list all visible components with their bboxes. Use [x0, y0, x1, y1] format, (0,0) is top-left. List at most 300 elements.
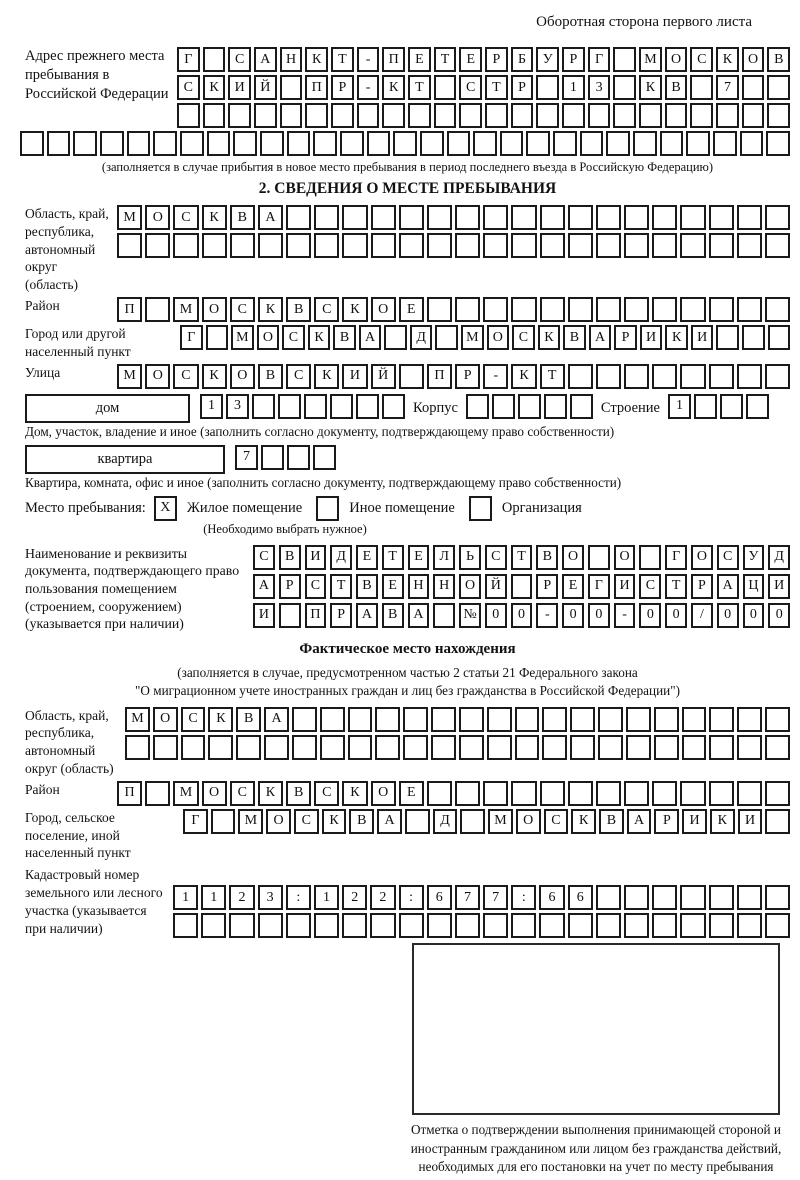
char-cell[interactable]: [236, 735, 261, 760]
char-cell[interactable]: [254, 103, 277, 128]
char-cell[interactable]: К: [305, 47, 328, 72]
char-cell[interactable]: Е: [562, 574, 584, 599]
char-cell[interactable]: [606, 131, 630, 156]
char-cell[interactable]: 0: [717, 603, 739, 628]
char-cell[interactable]: О: [202, 781, 227, 806]
char-cell[interactable]: -: [357, 47, 380, 72]
char-cell[interactable]: 0: [485, 603, 507, 628]
char-cell[interactable]: [487, 735, 512, 760]
char-cell[interactable]: [680, 364, 705, 389]
char-cell[interactable]: [367, 131, 391, 156]
char-cell[interactable]: [709, 297, 734, 322]
char-cell[interactable]: О: [459, 574, 481, 599]
char-cell[interactable]: [405, 809, 430, 834]
char-cell[interactable]: И: [342, 364, 367, 389]
char-cell[interactable]: [304, 394, 327, 419]
char-cell[interactable]: В: [286, 781, 311, 806]
char-cell[interactable]: М: [125, 707, 150, 732]
char-cell[interactable]: 6: [568, 885, 593, 910]
char-cell[interactable]: С: [181, 707, 206, 732]
char-cell[interactable]: [292, 735, 317, 760]
char-cell[interactable]: :: [511, 885, 536, 910]
char-cell[interactable]: [709, 913, 734, 938]
char-cell[interactable]: К: [342, 781, 367, 806]
char-cell[interactable]: [765, 297, 790, 322]
char-cell[interactable]: И: [614, 574, 636, 599]
char-cell[interactable]: О: [371, 781, 396, 806]
char-cell[interactable]: [370, 913, 395, 938]
char-cell[interactable]: С: [690, 47, 713, 72]
char-cell[interactable]: К: [716, 47, 739, 72]
char-cell[interactable]: М: [117, 364, 142, 389]
char-cell[interactable]: [208, 735, 233, 760]
char-cell[interactable]: [652, 297, 677, 322]
char-cell[interactable]: В: [258, 364, 283, 389]
char-cell[interactable]: А: [627, 809, 652, 834]
char-cell[interactable]: [483, 205, 508, 230]
char-cell[interactable]: [746, 394, 769, 419]
char-cell[interactable]: [742, 103, 765, 128]
char-cell[interactable]: [680, 297, 705, 322]
char-cell[interactable]: [331, 103, 354, 128]
char-cell[interactable]: Т: [434, 47, 457, 72]
char-cell[interactable]: 1: [562, 75, 585, 100]
char-cell[interactable]: [716, 103, 739, 128]
char-cell[interactable]: [287, 131, 311, 156]
char-cell[interactable]: [680, 885, 705, 910]
char-cell[interactable]: [228, 103, 251, 128]
char-cell[interactable]: [660, 131, 684, 156]
char-cell[interactable]: [765, 735, 790, 760]
char-cell[interactable]: [460, 809, 485, 834]
char-cell[interactable]: [320, 707, 345, 732]
char-cell[interactable]: 7: [483, 885, 508, 910]
char-cell[interactable]: [286, 205, 311, 230]
char-cell[interactable]: Д: [768, 545, 790, 570]
char-cell[interactable]: [709, 707, 734, 732]
char-cell[interactable]: [596, 364, 621, 389]
char-cell[interactable]: Й: [371, 364, 396, 389]
char-cell[interactable]: П: [427, 364, 452, 389]
char-cell[interactable]: [278, 394, 301, 419]
char-cell[interactable]: [371, 205, 396, 230]
char-cell[interactable]: К: [382, 75, 405, 100]
char-cell[interactable]: [252, 394, 275, 419]
char-cell[interactable]: [203, 103, 226, 128]
char-cell[interactable]: Р: [614, 325, 637, 350]
char-cell[interactable]: К: [258, 297, 283, 322]
char-cell[interactable]: 3: [588, 75, 611, 100]
char-cell[interactable]: [286, 233, 311, 258]
char-cell[interactable]: 1: [314, 885, 339, 910]
char-cell[interactable]: [515, 707, 540, 732]
char-cell[interactable]: А: [589, 325, 612, 350]
char-cell[interactable]: [568, 364, 593, 389]
char-cell[interactable]: Е: [382, 574, 404, 599]
char-cell[interactable]: И: [738, 809, 763, 834]
char-cell[interactable]: О: [487, 325, 510, 350]
char-cell[interactable]: [539, 913, 564, 938]
char-cell[interactable]: О: [257, 325, 280, 350]
char-cell[interactable]: С: [282, 325, 305, 350]
char-cell[interactable]: В: [767, 47, 790, 72]
char-cell[interactable]: [427, 205, 452, 230]
char-cell[interactable]: [459, 707, 484, 732]
char-cell[interactable]: -: [614, 603, 636, 628]
char-cell[interactable]: -: [483, 364, 508, 389]
char-cell[interactable]: [694, 394, 717, 419]
char-cell[interactable]: [393, 131, 417, 156]
char-cell[interactable]: [540, 781, 565, 806]
char-cell[interactable]: [399, 233, 424, 258]
char-cell[interactable]: А: [377, 809, 402, 834]
char-cell[interactable]: С: [717, 545, 739, 570]
char-cell[interactable]: А: [408, 603, 430, 628]
char-cell[interactable]: :: [286, 885, 311, 910]
char-cell[interactable]: [459, 735, 484, 760]
char-cell[interactable]: [287, 445, 310, 470]
char-cell[interactable]: [434, 103, 457, 128]
char-cell[interactable]: Л: [433, 545, 455, 570]
char-cell[interactable]: М: [231, 325, 254, 350]
char-cell[interactable]: Н: [433, 574, 455, 599]
char-cell[interactable]: [117, 233, 142, 258]
char-cell[interactable]: С: [314, 297, 339, 322]
char-cell[interactable]: [203, 47, 226, 72]
char-cell[interactable]: [742, 75, 765, 100]
char-cell[interactable]: Р: [455, 364, 480, 389]
char-cell[interactable]: [596, 781, 621, 806]
char-cell[interactable]: Р: [691, 574, 713, 599]
char-cell[interactable]: П: [305, 75, 328, 100]
char-cell[interactable]: 6: [427, 885, 452, 910]
char-cell[interactable]: [680, 205, 705, 230]
char-cell[interactable]: [314, 233, 339, 258]
char-cell[interactable]: Д: [433, 809, 458, 834]
char-cell[interactable]: М: [238, 809, 263, 834]
char-cell[interactable]: С: [230, 781, 255, 806]
char-cell[interactable]: [709, 885, 734, 910]
char-cell[interactable]: [766, 131, 790, 156]
char-cell[interactable]: Т: [382, 545, 404, 570]
char-cell[interactable]: Е: [399, 781, 424, 806]
char-cell[interactable]: :: [399, 885, 424, 910]
char-cell[interactable]: [313, 445, 336, 470]
char-cell[interactable]: [153, 131, 177, 156]
char-cell[interactable]: Р: [562, 47, 585, 72]
char-cell[interactable]: 2: [229, 885, 254, 910]
checkbox-residential[interactable]: X: [154, 496, 177, 521]
char-cell[interactable]: В: [665, 75, 688, 100]
char-cell[interactable]: М: [117, 205, 142, 230]
char-cell[interactable]: [652, 913, 677, 938]
char-cell[interactable]: [435, 325, 458, 350]
char-cell[interactable]: Т: [330, 574, 352, 599]
char-cell[interactable]: К: [571, 809, 596, 834]
char-cell[interactable]: 2: [342, 885, 367, 910]
char-cell[interactable]: [709, 781, 734, 806]
char-cell[interactable]: [542, 707, 567, 732]
char-cell[interactable]: 0: [768, 603, 790, 628]
char-cell[interactable]: Р: [536, 574, 558, 599]
char-cell[interactable]: У: [743, 545, 765, 570]
char-cell[interactable]: [382, 103, 405, 128]
char-cell[interactable]: [357, 103, 380, 128]
char-cell[interactable]: К: [665, 325, 688, 350]
char-cell[interactable]: И: [640, 325, 663, 350]
char-cell[interactable]: М: [173, 781, 198, 806]
char-cell[interactable]: [654, 735, 679, 760]
char-cell[interactable]: [544, 394, 567, 419]
char-cell[interactable]: О: [665, 47, 688, 72]
char-cell[interactable]: [536, 75, 559, 100]
char-cell[interactable]: 0: [665, 603, 687, 628]
char-cell[interactable]: [709, 735, 734, 760]
char-cell[interactable]: [483, 297, 508, 322]
char-cell[interactable]: [408, 103, 431, 128]
char-cell[interactable]: Т: [665, 574, 687, 599]
char-cell[interactable]: А: [356, 603, 378, 628]
char-cell[interactable]: С: [314, 781, 339, 806]
char-cell[interactable]: [485, 103, 508, 128]
char-cell[interactable]: Г: [180, 325, 203, 350]
char-cell[interactable]: [466, 394, 489, 419]
char-cell[interactable]: [568, 297, 593, 322]
char-cell[interactable]: И: [682, 809, 707, 834]
char-cell[interactable]: [553, 131, 577, 156]
char-cell[interactable]: [740, 131, 764, 156]
char-cell[interactable]: [765, 913, 790, 938]
char-cell[interactable]: О: [691, 545, 713, 570]
char-cell[interactable]: [570, 735, 595, 760]
char-cell[interactable]: С: [485, 545, 507, 570]
char-cell[interactable]: С: [459, 75, 482, 100]
char-cell[interactable]: Т: [511, 545, 533, 570]
char-cell[interactable]: [420, 131, 444, 156]
char-cell[interactable]: [483, 913, 508, 938]
char-cell[interactable]: Ц: [743, 574, 765, 599]
char-cell[interactable]: [342, 233, 367, 258]
char-cell[interactable]: О: [516, 809, 541, 834]
char-cell[interactable]: [515, 735, 540, 760]
char-cell[interactable]: [403, 735, 428, 760]
char-cell[interactable]: [540, 233, 565, 258]
char-cell[interactable]: [511, 574, 533, 599]
char-cell[interactable]: М: [639, 47, 662, 72]
char-cell[interactable]: [125, 735, 150, 760]
checkbox-other-premises[interactable]: [316, 496, 339, 521]
char-cell[interactable]: Д: [410, 325, 433, 350]
char-cell[interactable]: С: [173, 205, 198, 230]
char-cell[interactable]: 0: [743, 603, 765, 628]
char-cell[interactable]: [624, 913, 649, 938]
char-cell[interactable]: [713, 131, 737, 156]
char-cell[interactable]: Р: [330, 603, 352, 628]
char-cell[interactable]: П: [117, 781, 142, 806]
char-cell[interactable]: С: [286, 364, 311, 389]
char-cell[interactable]: [526, 131, 550, 156]
char-cell[interactable]: -: [536, 603, 558, 628]
char-cell[interactable]: Р: [511, 75, 534, 100]
char-cell[interactable]: [73, 131, 97, 156]
char-cell[interactable]: О: [742, 47, 765, 72]
char-cell[interactable]: [511, 205, 536, 230]
char-cell[interactable]: Н: [408, 574, 430, 599]
char-cell[interactable]: [511, 297, 536, 322]
char-cell[interactable]: К: [308, 325, 331, 350]
char-cell[interactable]: [348, 707, 373, 732]
char-cell[interactable]: [431, 707, 456, 732]
char-cell[interactable]: В: [349, 809, 374, 834]
char-cell[interactable]: К: [322, 809, 347, 834]
char-cell[interactable]: А: [717, 574, 739, 599]
char-cell[interactable]: Д: [330, 545, 352, 570]
char-cell[interactable]: [473, 131, 497, 156]
char-cell[interactable]: [568, 913, 593, 938]
char-cell[interactable]: [206, 325, 229, 350]
char-cell[interactable]: [511, 103, 534, 128]
char-cell[interactable]: [455, 297, 480, 322]
char-cell[interactable]: [768, 325, 791, 350]
char-cell[interactable]: [427, 781, 452, 806]
char-cell[interactable]: 7: [455, 885, 480, 910]
char-cell[interactable]: 2: [370, 885, 395, 910]
char-cell[interactable]: [455, 205, 480, 230]
char-cell[interactable]: [207, 131, 231, 156]
char-cell[interactable]: О: [562, 545, 584, 570]
char-cell[interactable]: 0: [562, 603, 584, 628]
char-cell[interactable]: [305, 103, 328, 128]
char-cell[interactable]: [598, 735, 623, 760]
char-cell[interactable]: [427, 233, 452, 258]
char-cell[interactable]: [737, 707, 762, 732]
char-cell[interactable]: Т: [408, 75, 431, 100]
char-cell[interactable]: В: [599, 809, 624, 834]
char-cell[interactable]: К: [342, 297, 367, 322]
char-cell[interactable]: [384, 325, 407, 350]
char-cell[interactable]: [720, 394, 743, 419]
char-cell[interactable]: [177, 103, 200, 128]
char-cell[interactable]: /: [691, 603, 713, 628]
char-cell[interactable]: [153, 735, 178, 760]
char-cell[interactable]: [286, 913, 311, 938]
char-cell[interactable]: Т: [540, 364, 565, 389]
char-cell[interactable]: [371, 233, 396, 258]
char-cell[interactable]: [483, 233, 508, 258]
char-cell[interactable]: [536, 103, 559, 128]
char-cell[interactable]: [434, 75, 457, 100]
char-cell[interactable]: [652, 885, 677, 910]
char-cell[interactable]: [765, 885, 790, 910]
char-cell[interactable]: В: [230, 205, 255, 230]
char-cell[interactable]: 7: [716, 75, 739, 100]
char-cell[interactable]: [279, 603, 301, 628]
char-cell[interactable]: Г: [183, 809, 208, 834]
char-cell[interactable]: [511, 781, 536, 806]
char-cell[interactable]: Г: [588, 574, 610, 599]
char-cell[interactable]: 1: [201, 885, 226, 910]
char-cell[interactable]: [258, 233, 283, 258]
char-cell[interactable]: К: [258, 781, 283, 806]
char-cell[interactable]: Е: [408, 545, 430, 570]
char-cell[interactable]: [626, 735, 651, 760]
char-cell[interactable]: И: [768, 574, 790, 599]
char-cell[interactable]: [455, 233, 480, 258]
char-cell[interactable]: [540, 297, 565, 322]
char-cell[interactable]: К: [202, 205, 227, 230]
char-cell[interactable]: [596, 205, 621, 230]
char-cell[interactable]: [652, 781, 677, 806]
char-cell[interactable]: [511, 233, 536, 258]
char-cell[interactable]: [652, 233, 677, 258]
char-cell[interactable]: [264, 735, 289, 760]
char-cell[interactable]: И: [228, 75, 251, 100]
char-cell[interactable]: [654, 707, 679, 732]
char-cell[interactable]: 1: [668, 394, 691, 419]
char-cell[interactable]: Ь: [459, 545, 481, 570]
char-cell[interactable]: Н: [280, 47, 303, 72]
char-cell[interactable]: [613, 47, 636, 72]
char-cell[interactable]: [230, 233, 255, 258]
char-cell[interactable]: [455, 781, 480, 806]
char-cell[interactable]: С: [173, 364, 198, 389]
char-cell[interactable]: С: [544, 809, 569, 834]
char-cell[interactable]: [624, 781, 649, 806]
char-cell[interactable]: [680, 233, 705, 258]
char-cell[interactable]: [320, 735, 345, 760]
char-cell[interactable]: К: [710, 809, 735, 834]
char-cell[interactable]: А: [264, 707, 289, 732]
char-cell[interactable]: [180, 131, 204, 156]
char-cell[interactable]: [633, 131, 657, 156]
char-cell[interactable]: Б: [511, 47, 534, 72]
char-cell[interactable]: [596, 885, 621, 910]
char-cell[interactable]: Т: [485, 75, 508, 100]
char-cell[interactable]: [427, 913, 452, 938]
char-cell[interactable]: В: [236, 707, 261, 732]
char-cell[interactable]: С: [294, 809, 319, 834]
char-cell[interactable]: Й: [254, 75, 277, 100]
char-cell[interactable]: [447, 131, 471, 156]
char-cell[interactable]: [626, 707, 651, 732]
char-cell[interactable]: [624, 297, 649, 322]
char-cell[interactable]: [100, 131, 124, 156]
char-cell[interactable]: А: [254, 47, 277, 72]
char-cell[interactable]: [737, 735, 762, 760]
char-cell[interactable]: Е: [408, 47, 431, 72]
char-cell[interactable]: Р: [279, 574, 301, 599]
char-cell[interactable]: С: [512, 325, 535, 350]
char-cell[interactable]: [737, 885, 762, 910]
char-cell[interactable]: [737, 364, 762, 389]
char-cell[interactable]: 0: [588, 603, 610, 628]
char-cell[interactable]: Г: [665, 545, 687, 570]
char-cell[interactable]: 1: [200, 394, 223, 419]
char-cell[interactable]: [399, 364, 424, 389]
char-cell[interactable]: [737, 781, 762, 806]
char-cell[interactable]: №: [459, 603, 481, 628]
char-cell[interactable]: [211, 809, 236, 834]
char-cell[interactable]: [348, 735, 373, 760]
char-cell[interactable]: [173, 233, 198, 258]
char-cell[interactable]: [588, 103, 611, 128]
char-cell[interactable]: [511, 913, 536, 938]
char-cell[interactable]: [737, 233, 762, 258]
char-cell[interactable]: [709, 364, 734, 389]
char-cell[interactable]: [145, 233, 170, 258]
char-cell[interactable]: -: [357, 75, 380, 100]
char-cell[interactable]: [542, 735, 567, 760]
